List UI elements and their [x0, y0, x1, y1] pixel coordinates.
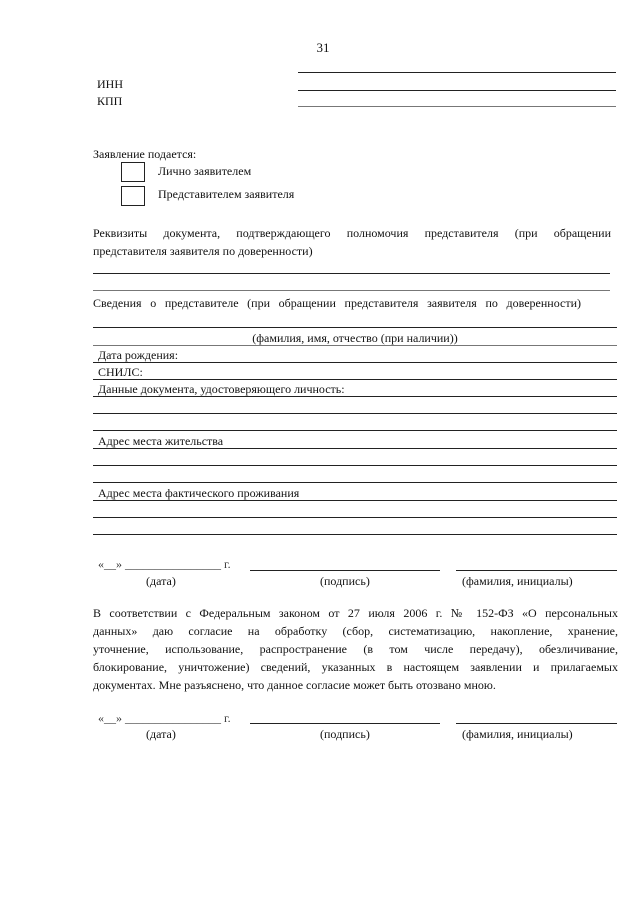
inn-field-line[interactable]	[298, 90, 616, 91]
option-representative-label: Представителем заявителя	[158, 187, 295, 201]
actual-address-field-line[interactable]	[93, 500, 617, 501]
consent-line-3: уточнение, использование, распространение (в том числе передачу), обезличивание,	[93, 642, 618, 656]
inn-label: ИНН	[97, 77, 123, 91]
residence-address-field-line-3[interactable]	[93, 482, 617, 483]
signature-caption-1: (подпись)	[320, 574, 370, 588]
actual-address-field-line-2[interactable]	[93, 517, 617, 518]
kpp-label: КПП	[97, 94, 123, 108]
residence-address-field-line-2[interactable]	[93, 465, 617, 466]
date-caption-1: (дата)	[146, 574, 176, 588]
page-number: 31	[316, 40, 330, 55]
date-stub-1[interactable]: «__» ________________ г.	[98, 557, 231, 571]
signature-caption-2: (подпись)	[320, 727, 370, 741]
option-personal-checkbox[interactable]	[121, 162, 145, 182]
consent-paragraph	[93, 604, 618, 694]
consent-line-4: блокирование, уничтожение) сведений, указанных в настоящем заявлении и прилагаемых	[93, 660, 618, 674]
id-document-field-line-3[interactable]	[93, 430, 617, 431]
representative-info-heading: Сведения о представителе (при обращении представителя заявителя по доверенности)	[93, 296, 581, 310]
id-document-field-line-2[interactable]	[93, 413, 617, 414]
id-document-label: Данные документа, удостоверяющего личность:	[98, 382, 345, 396]
kpp-field-line[interactable]	[298, 106, 616, 107]
rekvizity-text-line2: представителя заявителя по доверенности)	[93, 244, 313, 258]
option-representative-checkbox[interactable]	[121, 186, 145, 206]
snils-field-line[interactable]	[93, 379, 617, 380]
date-stub-2[interactable]: «__» ________________ г.	[98, 711, 231, 725]
inn-top-line	[298, 72, 616, 73]
rekvizity-field-line[interactable]	[93, 273, 610, 274]
name-caption-2: (фамилия, инициалы)	[462, 727, 573, 741]
option-personal-label: Лично заявителем	[158, 164, 252, 178]
name-caption-1: (фамилия, инициалы)	[462, 574, 573, 588]
submitted-label: Заявление подается:	[93, 147, 197, 161]
date-caption-2: (дата)	[146, 727, 176, 741]
fio-caption-line	[93, 345, 617, 346]
snils-label: СНИЛС:	[98, 365, 143, 379]
rekvizity-text-line1: Реквизиты документа, подтверждающего полномочия представителя (при обращении	[93, 226, 611, 240]
birth-date-field-line[interactable]	[93, 362, 617, 363]
actual-address-field-line-3[interactable]	[93, 534, 617, 535]
consent-line-5: документах. Мне разъяснено, что данное согласие может быть отозвано мною.	[93, 678, 496, 692]
residence-address-label: Адрес места жительства	[98, 434, 224, 448]
consent-line-1: В соответствии с Федеральным законом от 27 июля 2006 г. № 152-ФЗ «О персональных	[93, 606, 618, 620]
actual-address-label: Адрес места фактического проживания	[98, 486, 300, 500]
name-line-1[interactable]	[456, 570, 617, 571]
id-document-field-line[interactable]	[93, 396, 617, 397]
residence-address-field-line[interactable]	[93, 448, 617, 449]
birth-date-label: Дата рождения:	[98, 348, 179, 362]
signature-line-2[interactable]	[250, 723, 440, 724]
consent-line-2: данных» даю согласие на обработку (сбор, систематизацию, накопление, хранение,	[93, 624, 618, 638]
rekvizity-field-line-2[interactable]	[93, 290, 610, 291]
name-line-2[interactable]	[456, 723, 617, 724]
signature-line-1[interactable]	[250, 570, 440, 571]
fio-field-line[interactable]	[93, 327, 617, 328]
fio-caption: (фамилия, имя, отчество (при наличии))	[252, 331, 458, 345]
